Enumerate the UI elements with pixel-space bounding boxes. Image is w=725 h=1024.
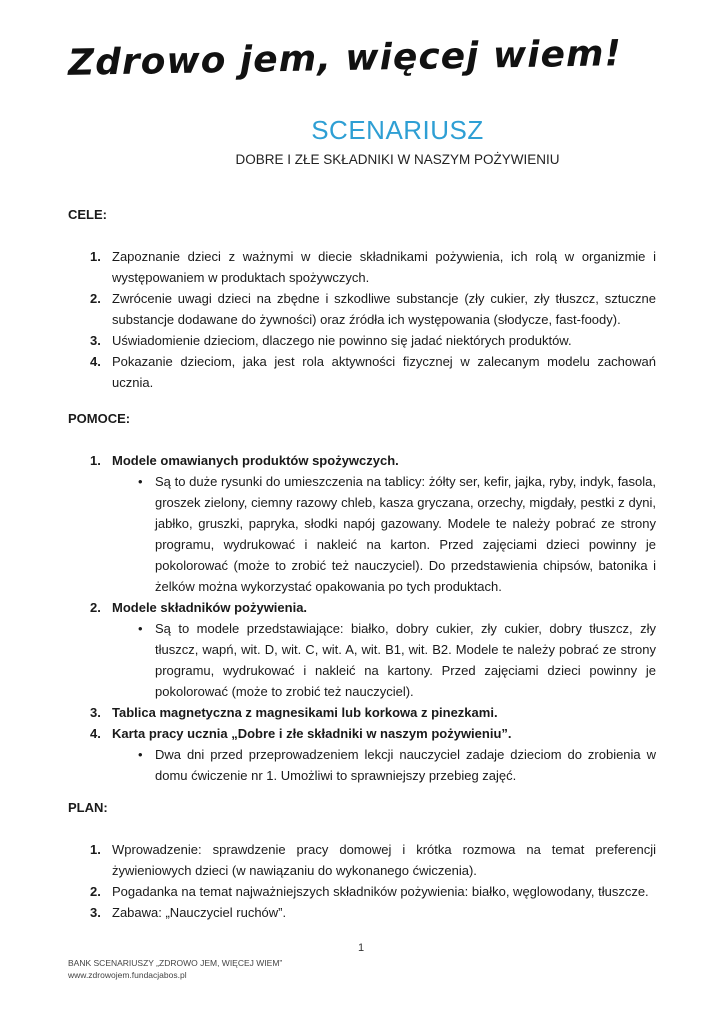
list-item	[68, 902, 656, 923]
plan-section	[68, 797, 656, 923]
bullet-text: Są to duże rysunki do umieszczenia na tablicy: żółty ser, kefir, jajka, ryby, indyk, fasola, groszek zielony, ciemny razowy chleb, kasza gryczana, orzechy, migdały, pestki z dyni, jabłko, gruszki, papryka, słodki napój gazowany. Modele te należy pobrać ze strony programu, wydrukować i nakleić na karton. Przed zajęciami dzieci powinny je pokolorować (może to zrobić też nauczyciel). Do przedstawienia chipsów, batonika i żelków można wykorzystać opakowania po tych produktach.	[155, 474, 656, 594]
bullet-item	[68, 744, 656, 786]
item-label: Tablica magnetyczna z magnesikami lub korkowa z pinezkami.	[112, 705, 498, 720]
item-text: Zabawa: „Nauczyciel ruchów”.	[112, 905, 287, 920]
page-subtitle: DOBRE I ZŁE SKŁADNIKI W NASZYM POŻYWIENIU	[235, 152, 560, 167]
list-item	[68, 881, 656, 902]
item-number: 4.	[90, 354, 101, 369]
bullet-item	[68, 618, 656, 702]
footer	[68, 957, 282, 981]
item-label: Karta pracy ucznia „Dobre i złe składniki w naszym pożywieniu”.	[112, 726, 512, 741]
bullet-text: Dwa dni przed przeprowadzeniem lekcji nauczyciel zadaje dzieciom do zrobienia w domu ćwiczenie nr 1. Umożliwi to sprawniejszy przebieg zajęć.	[155, 747, 656, 783]
footer-title: BANK SCENARIUSZY „ZDROWO JEM, WIĘCEJ WIEM”	[68, 958, 283, 968]
list-item	[68, 351, 656, 393]
list-item	[68, 839, 656, 881]
pomoce-list	[68, 450, 656, 786]
item-number: 4.	[90, 726, 101, 741]
list-item	[68, 723, 656, 744]
list-item	[68, 450, 656, 471]
item-number: 3.	[90, 705, 101, 720]
item-text: Wprowadzenie: sprawdzenie pracy domowej i krótka rozmowa na temat preferencji żywieniowych dzieci (w nawiązaniu do wykonanego ćwiczenia).	[112, 842, 656, 878]
item-number: 1.	[90, 249, 101, 264]
page-title: SCENARIUSZ	[311, 115, 484, 145]
plan-list	[68, 839, 656, 923]
item-label: Modele składników pożywienia.	[112, 600, 308, 615]
pomoce-section	[68, 408, 656, 786]
item-number: 2.	[90, 600, 101, 615]
item-text: Uświadomienie dzieciom, dlaczego nie powinno się jadać niektórych produktów.	[112, 333, 572, 348]
pomoce-heading: POMOCE:	[68, 411, 131, 426]
plan-heading: PLAN:	[68, 800, 108, 815]
program-logo: Zdrowo jem, więcej wiem!	[67, 33, 623, 84]
item-number: 1.	[90, 453, 101, 468]
page-number: 1	[358, 942, 365, 954]
item-text: Pokazanie dzieciom, jaka jest rola aktywności fizycznej w zalecanym modelu zachowań ucznia.	[112, 354, 656, 390]
bullet-text: Są to modele przedstawiające: białko, dobry cukier, zły cukier, dobry tłuszcz, zły tłuszcz, wapń, wit. D, wit. C, wit. A, wit. B1, wit. B2. Modele te należy pobrać ze strony programu, wydrukować i nakleić na kartony. Przed zajęciami dzieci powinny je pokolorować (może to zrobić też nauczyciel).	[155, 621, 656, 699]
bullet-item	[68, 471, 656, 597]
cele-list	[68, 246, 656, 393]
item-number: 3.	[90, 905, 101, 920]
item-text: Zwrócenie uwagi dzieci na zbędne i szkodliwe substancje (zły cukier, zły tłuszcz, sztuczne substancje dodawane do żywności) oraz źródła ich występowania (słodycze, fast-foody).	[112, 291, 656, 327]
bullet-icon: •	[138, 747, 143, 762]
item-number: 2.	[90, 884, 101, 899]
cele-heading: CELE:	[68, 207, 107, 222]
cele-section	[68, 204, 656, 393]
bullet-icon: •	[138, 621, 143, 636]
bullet-icon: •	[138, 474, 143, 489]
list-item	[68, 288, 656, 330]
list-item	[68, 597, 656, 618]
footer-url: www.zdrowojem.fundacjabos.pl	[68, 970, 187, 980]
item-number: 2.	[90, 291, 101, 306]
item-label: Modele omawianych produktów spożywczych.	[112, 453, 399, 468]
list-item	[68, 702, 656, 723]
list-item	[68, 246, 656, 288]
item-text: Pogadanka na temat najważniejszych składników pożywienia: białko, węglowodany, tłuszcze.	[112, 884, 649, 899]
list-item	[68, 330, 656, 351]
item-number: 1.	[90, 842, 101, 857]
item-number: 3.	[90, 333, 101, 348]
item-text: Zapoznanie dzieci z ważnymi w diecie składnikami pożywienia, ich rolą w organizmie i występowaniem w produktach spożywczych.	[112, 249, 656, 285]
